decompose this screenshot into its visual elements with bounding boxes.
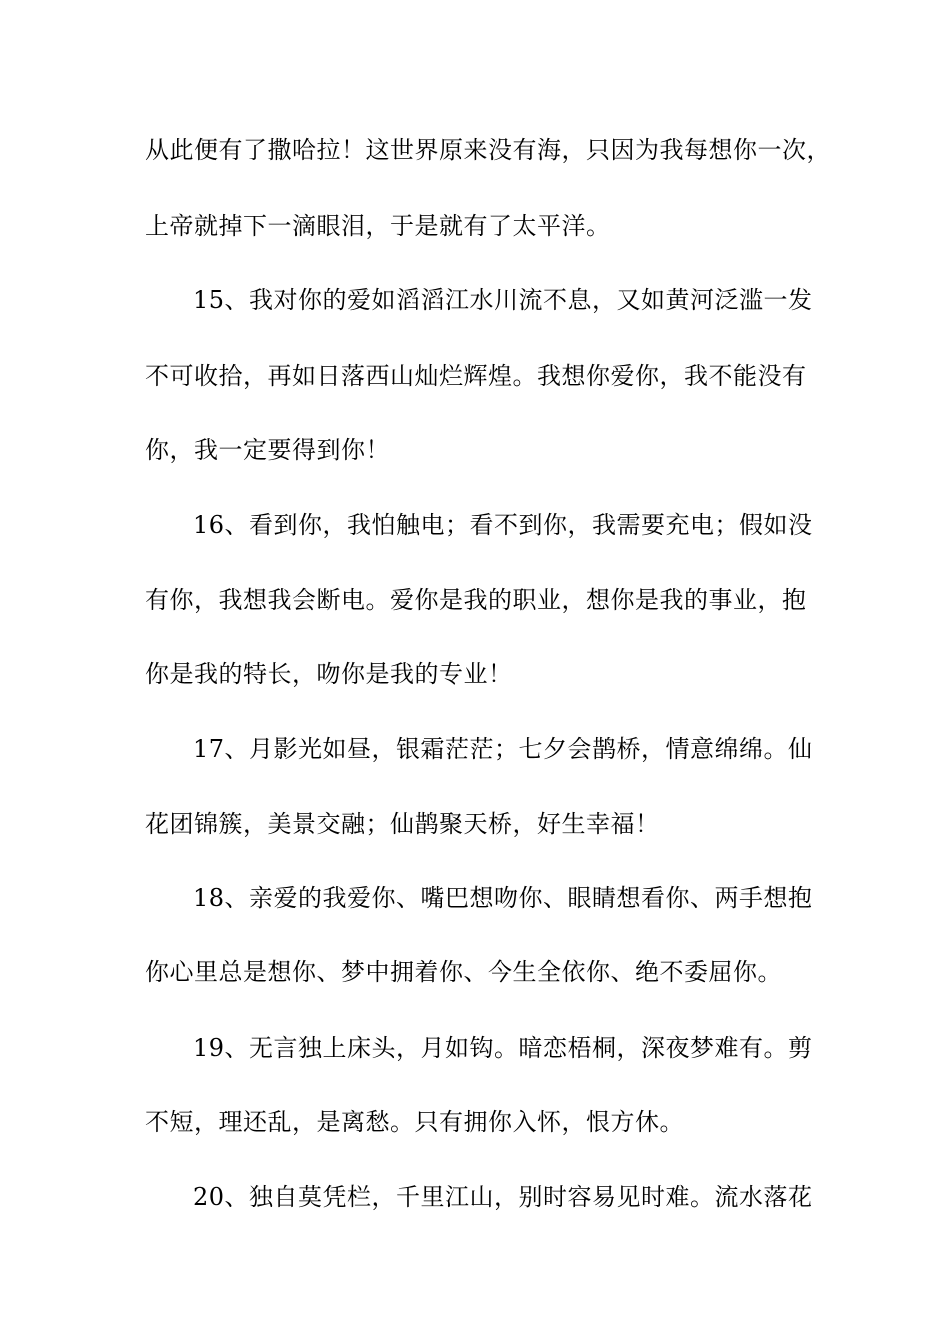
paragraph-19-start: 19、无言独上床头，月如钩。暗恋梧桐，深夜梦难有。剪	[193, 1034, 813, 1062]
text-line: 花团锦簇，美景交融；仙鹊聚天桥，好生幸福！	[145, 810, 660, 838]
text-line: 上帝就掉下一滴眼泪，于是就有了太平洋。	[145, 212, 611, 240]
text-line: 你心里总是想你、梦中拥着你、今生全依你、绝不委屈你。	[145, 958, 782, 986]
paragraph-17-start: 17、月影光如昼，银霜茫茫；七夕会鹊桥，情意绵绵。仙	[193, 735, 813, 763]
text-line: 有你，我想我会断电。爱你是我的职业，想你是我的事业，抱	[145, 586, 807, 614]
text-line: 从此便有了撒哈拉！这世界原来没有海，只因为我每想你一次，	[145, 136, 831, 164]
paragraph-15-start: 15、我对你的爱如滔滔江水川流不息，又如黄河泛滥一发	[193, 286, 813, 314]
text-line: 你，我一定要得到你！	[145, 436, 390, 464]
paragraph-18-start: 18、亲爱的我爱你、嘴巴想吻你、眼睛想看你、两手想抱	[193, 884, 813, 912]
text-line: 你是我的特长，吻你是我的专业！	[145, 660, 513, 688]
paragraph-16-start: 16、看到你，我怕触电；看不到你，我需要充电；假如没	[193, 511, 813, 539]
paragraph-20-start: 20、独自莫凭栏，千里江山，别时容易见时难。流水落花	[193, 1183, 813, 1211]
text-line: 不可收拾，再如日落西山灿烂辉煌。我想你爱你，我不能没有	[145, 362, 807, 390]
text-line: 不短，理还乱，是离愁。只有拥你入怀，恨方休。	[145, 1108, 684, 1136]
